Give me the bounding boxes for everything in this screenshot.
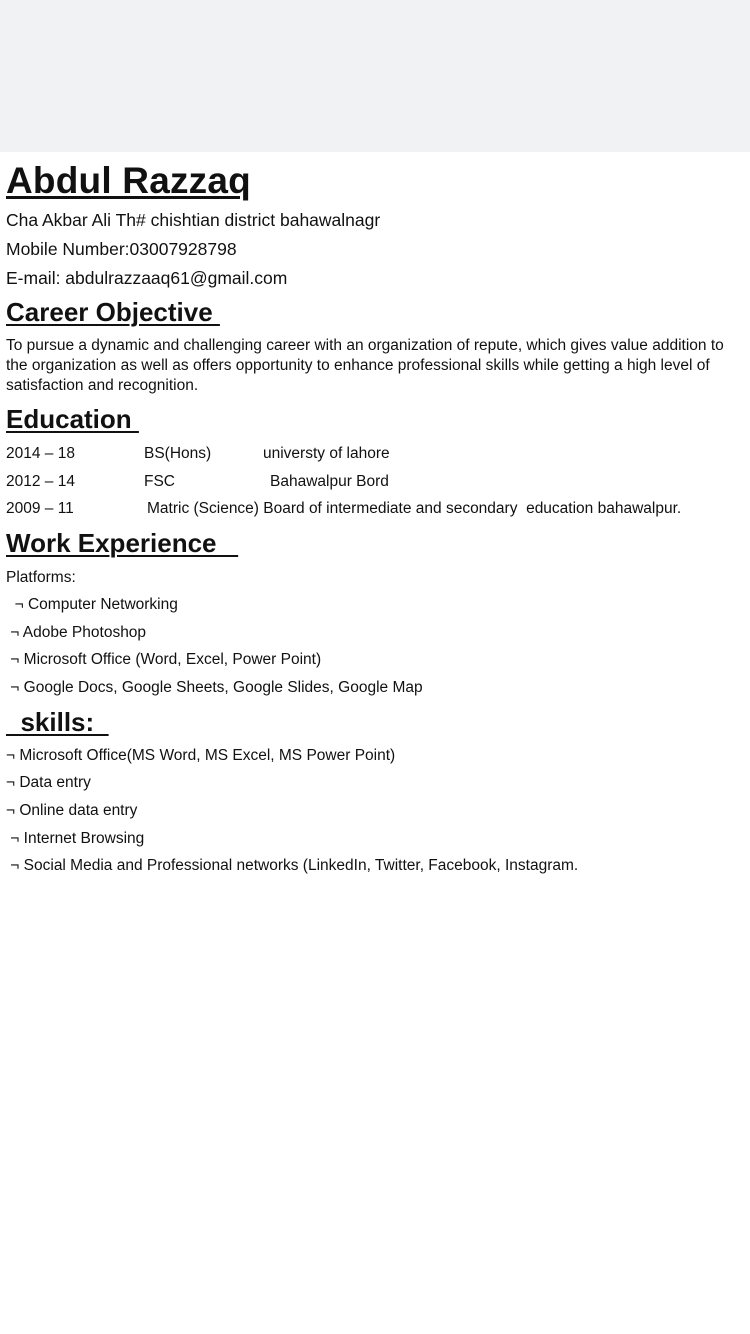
education-row [6, 444, 746, 464]
education-institution: Bahawalpur Bord [270, 473, 389, 490]
candidate-name: Abdul Razzaq [6, 160, 251, 201]
skill-item: ¬ Internet Browsing [6, 830, 145, 847]
education-institution: universty of lahore [263, 445, 390, 462]
email: E-mail: abdulrazzaaq61@gmail.com [6, 268, 288, 288]
skills-heading: skills: [6, 707, 109, 737]
mobile-number: Mobile Number:03007928798 [6, 239, 237, 259]
skill-item: ¬ Data entry [6, 774, 91, 791]
skill-item: ¬ Social Media and Professional networks (LinkedIn, Twitter, Facebook, Instagram. [6, 857, 579, 874]
platform-item: ¬ Computer Networking [6, 596, 178, 613]
education-years: 2014 – 18 [6, 445, 75, 462]
platform-item: ¬ Google Docs, Google Sheets, Google Slides, Google Map [6, 679, 423, 696]
platform-item: ¬ Microsoft Office (Word, Excel, Power Point) [6, 651, 322, 668]
education-degree: FSC [144, 473, 175, 490]
work-experience-heading: Work Experience [6, 528, 239, 558]
education-heading: Education [6, 404, 139, 434]
education-years: 2009 – 11 [6, 500, 74, 517]
education-years: 2012 – 14 [6, 473, 75, 490]
platform-item: ¬ Adobe Photoshop [6, 624, 147, 641]
skill-item: ¬ Online data entry [6, 802, 138, 819]
top-bar [0, 0, 750, 152]
education-row [6, 499, 746, 519]
career-objective-heading: Career Objective [6, 297, 220, 327]
education-row [6, 472, 746, 492]
address: Cha Akbar Ali Th# chishtian district bahawalnagr [6, 210, 381, 230]
education-degree: Matric (Science) Board of intermediate and secondary education bahawalpur. [147, 500, 682, 517]
platforms-label: Platforms: [6, 569, 76, 586]
skill-item: ¬ Microsoft Office(MS Word, MS Excel, MS Power Point) [6, 747, 396, 764]
education-degree: BS(Hons) [144, 445, 212, 462]
career-objective-text: To pursue a dynamic and challenging career with an organization of repute, which gives value addition to the organization as well as offers opportunity to enhance professional skills while getting a high level of satisfaction and recognition. [6, 337, 724, 394]
